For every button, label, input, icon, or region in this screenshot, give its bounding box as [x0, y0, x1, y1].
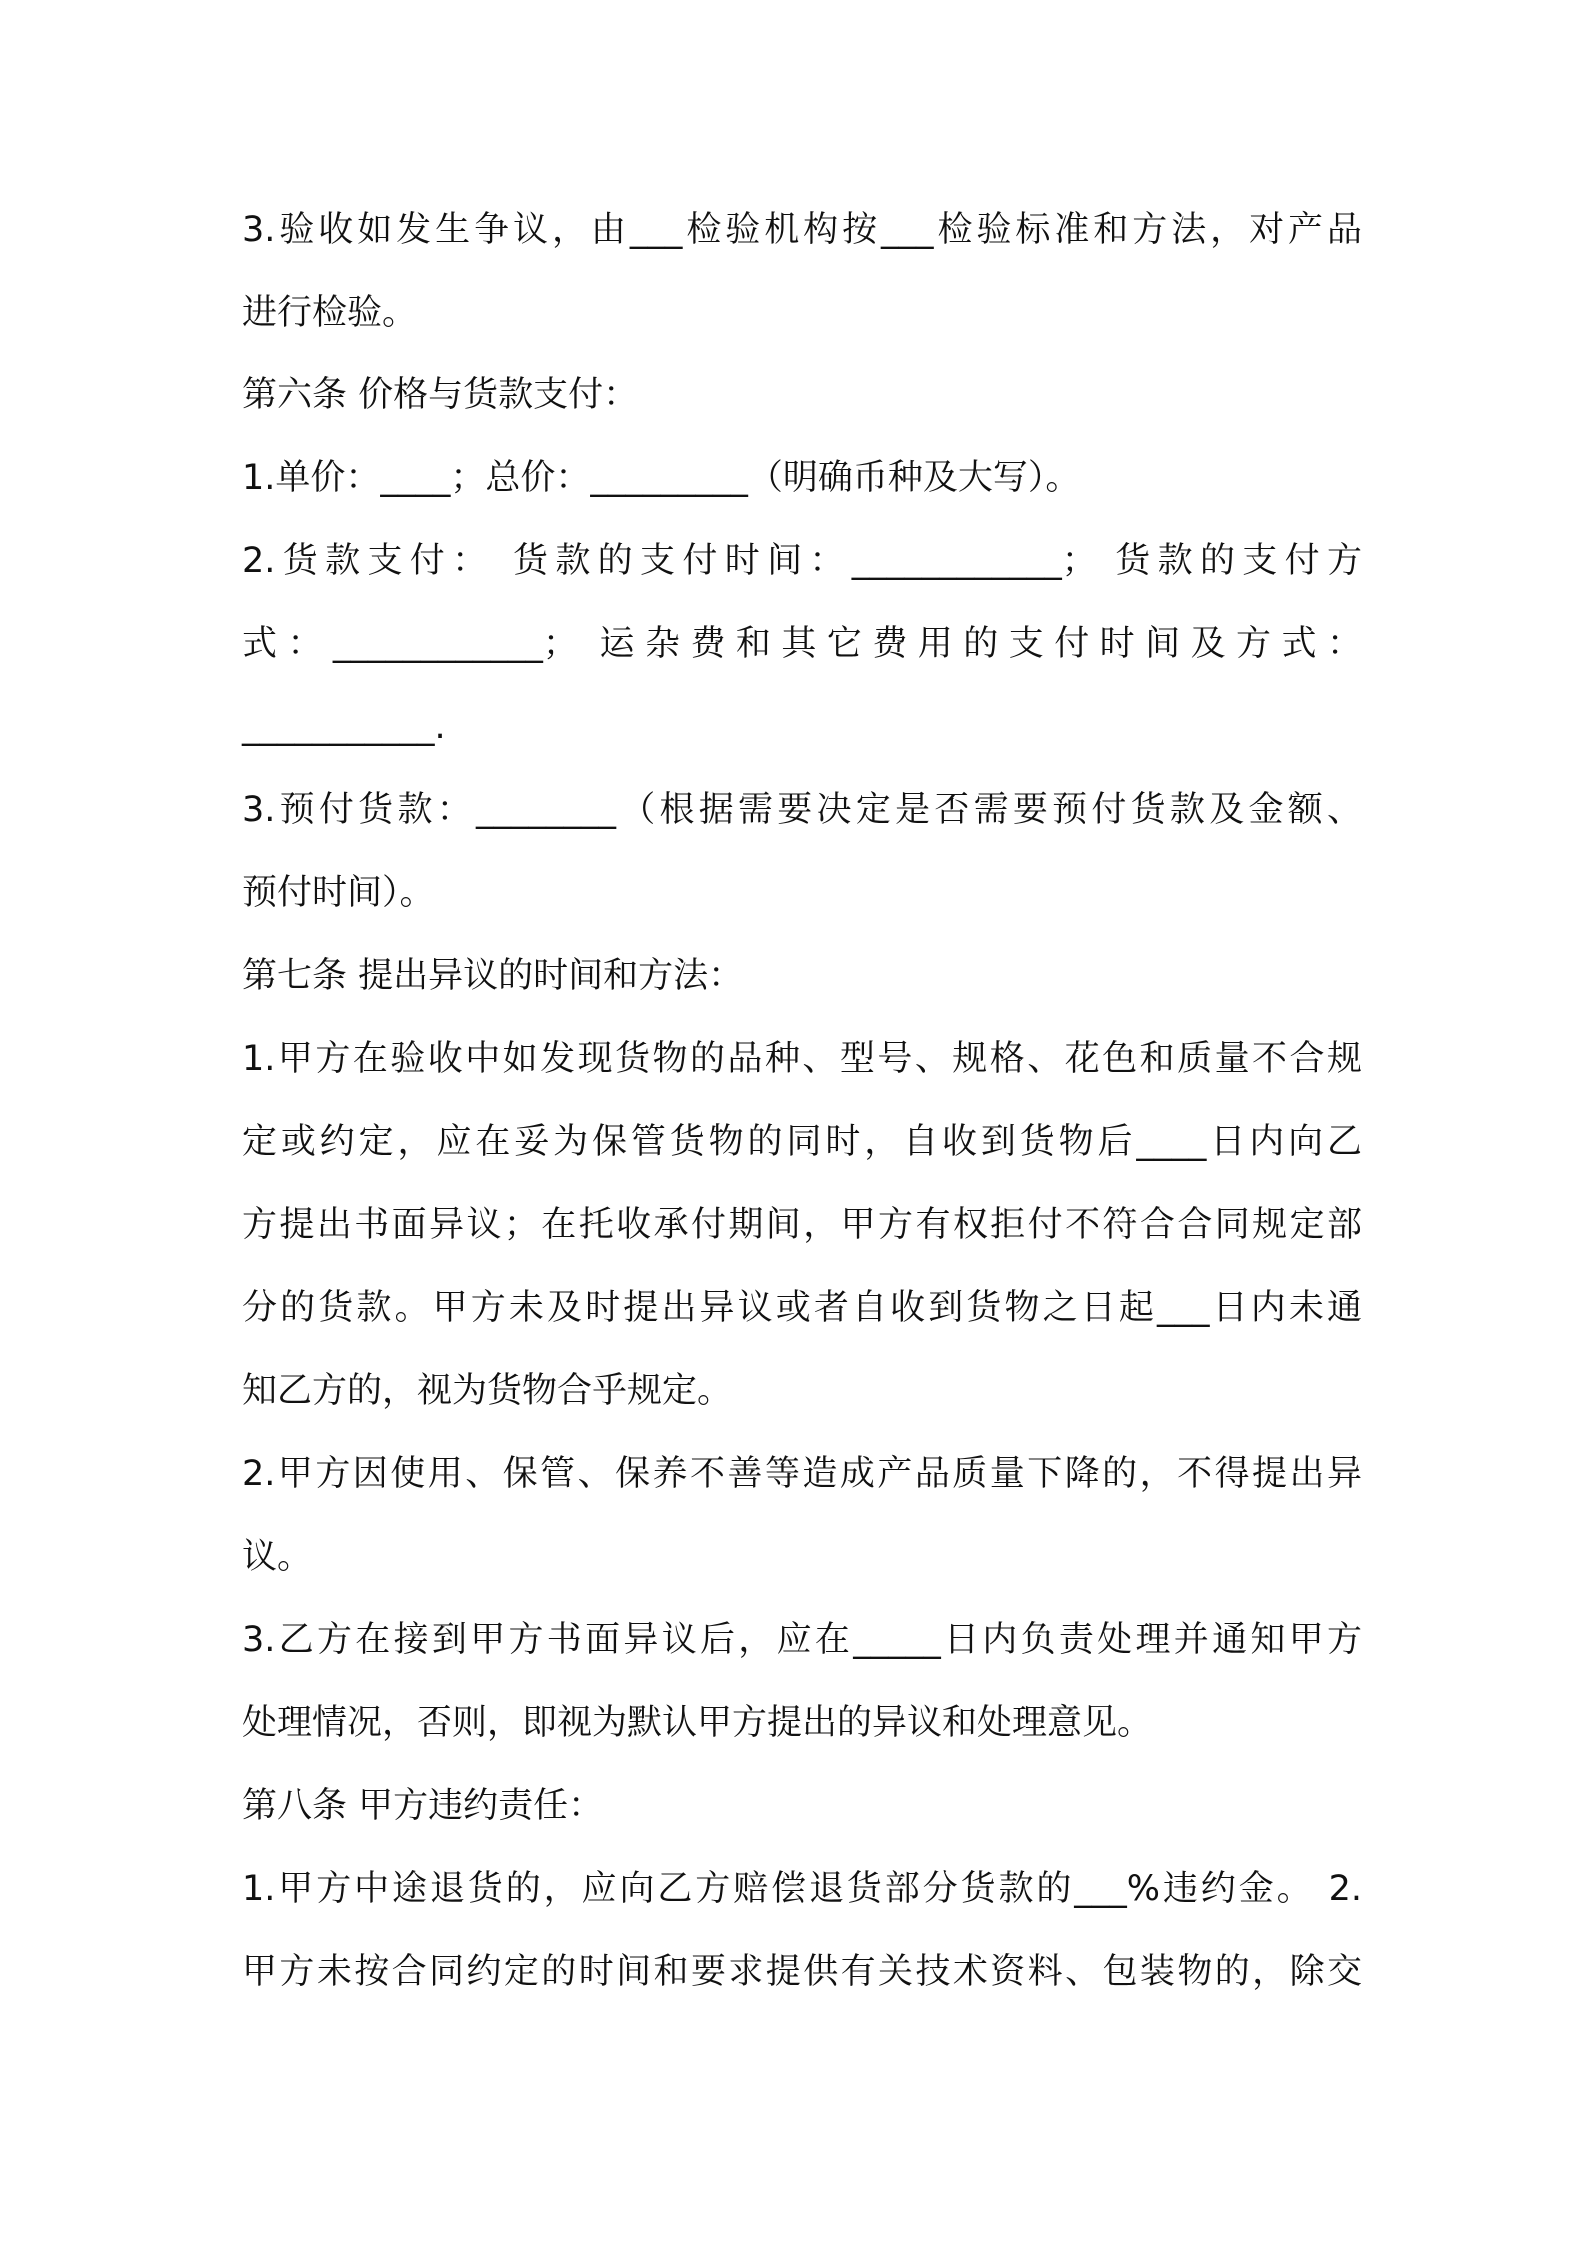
article-6-heading: 第六条 价格与货款支付：	[242, 375, 639, 415]
text-line-clause-8-2-part1: 甲方未按合同约定的时间和要求提供有关技术资料、包装物的，除交	[242, 1952, 1362, 1992]
article-7-heading: 第七条 提出异议的时间和方法：	[242, 956, 744, 996]
article-8-heading: 第八条 甲方违约责任：	[242, 1786, 604, 1826]
text-line-clause-7-2-part1: 2.甲方因使用、保管、保养不善等造成产品质量下降的，不得提出异	[242, 1454, 1362, 1494]
text-line-clause-7-1-part5: 知乙方的，视为货物合乎规定。	[242, 1371, 733, 1411]
text-line-clause-7-1-part2: 定或约定，应在妥为保管货物的同时，自收到货物后____日内向乙	[242, 1122, 1362, 1162]
text-line-clause-7-1-part3: 方提出书面异议；在托收承付期间，甲方有权拒付不符合合同规定部	[242, 1205, 1362, 1245]
text-line-clause-6-2-part1: 2.货款支付： 货款的支付时间：____________； 货款的支付方	[242, 541, 1362, 581]
text-line-clause-6-1: 1.单价：____；总价：_________（明确币种及大写）。	[242, 458, 1081, 498]
text-line-clause-7-1-part4: 分的货款。甲方未及时提出异议或者自收到货物之日起___日内未通	[242, 1288, 1362, 1328]
text-line-clause-8-1: 1.甲方中途退货的，应向乙方赔偿退货部分货款的___%违约金。 2.	[242, 1869, 1362, 1909]
text-line-clause-7-3-part2: 处理情况，否则，即视为默认甲方提出的异议和处理意见。	[242, 1703, 1153, 1743]
text-line-clause-5-3-part2: 进行检验。	[242, 293, 418, 333]
text-line-clause-6-2-part3: ___________.	[242, 707, 446, 747]
text-line-clause-7-1-part1: 1.甲方在验收中如发现货物的品种、型号、规格、花色和质量不合规	[242, 1039, 1362, 1079]
text-line-clause-5-3-part1: 3.验收如发生争议，由___检验机构按___检验标准和方法，对产品	[242, 210, 1362, 250]
text-line-clause-6-3-part2: 预付时间）。	[242, 873, 435, 913]
text-line-clause-6-3-part1: 3.预付货款：________（根据需要决定是否需要预付货款及金额、	[242, 790, 1362, 830]
text-line-clause-7-3-part1: 3.乙方在接到甲方书面异议后，应在_____日内负责处理并通知甲方	[242, 1620, 1362, 1660]
text-line-clause-7-2-part2: 议。	[242, 1537, 313, 1577]
text-line-clause-6-2-part2: 式：____________； 运杂费和其它费用的支付时间及方式：	[242, 624, 1362, 664]
